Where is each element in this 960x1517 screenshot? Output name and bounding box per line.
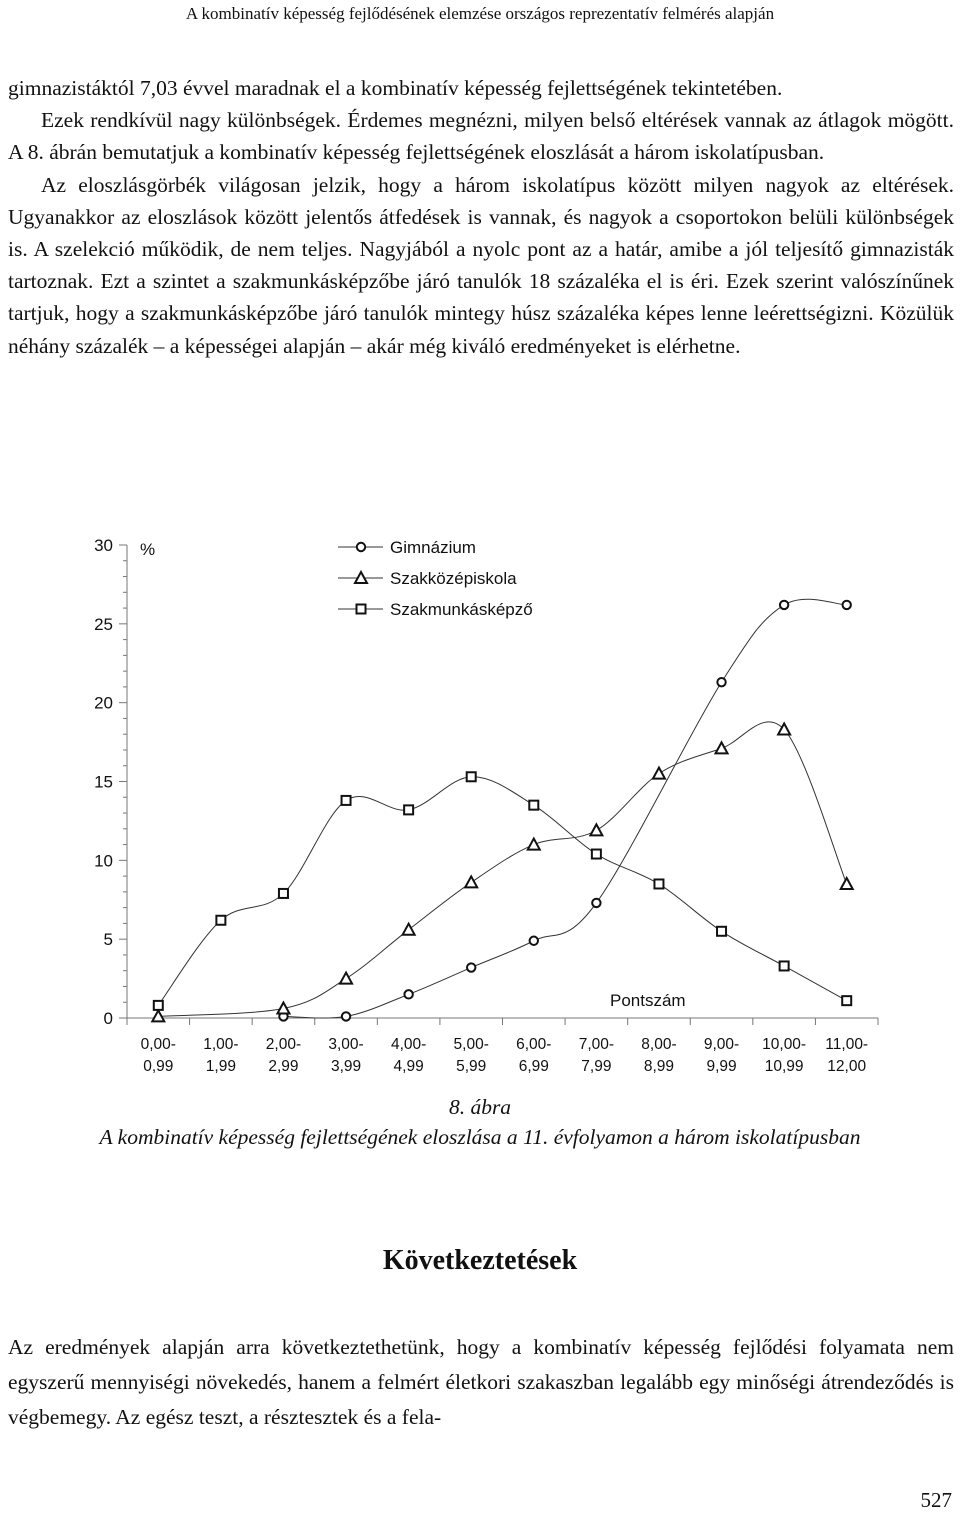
y-tick-label: 25 [94,614,113,634]
data-point [467,963,475,971]
data-point [717,678,725,686]
chart-markers [152,601,852,1022]
data-point [654,879,663,888]
data-point [465,876,477,887]
data-point [780,961,789,970]
paragraph-2: Ezek rendkívül nagy különbségek. Érdemes megnézni, milyen belső eltérések vannak az átlagok mögött. A 8. ábrán bemutatjuk a kombinatív képesség fejlettségének eloszlását a három iskolatípusban. [8,108,954,165]
section-heading: Következtetések [382,1245,578,1276]
x-tick-label: 2,99 [268,1058,299,1075]
series-line [158,777,846,1006]
x-tick-label: 9,99 [706,1058,737,1075]
page-number: 527 [920,1488,952,1512]
data-point [841,878,853,889]
x-tick-label: 3,99 [330,1058,362,1075]
data-point [653,768,665,779]
legend-marker [357,543,365,551]
data-point [590,824,602,835]
running-head: A kombinatív képesség fejlődésének elemzése országos reprezentatív felmérés alapján [185,4,775,23]
x-tick-label: 12,00 [827,1058,867,1075]
data-point [530,937,538,945]
y-tick-label: 10 [94,851,113,871]
x-tick-label: 1,00- [203,1036,239,1053]
data-point [529,801,538,810]
chart-curves [158,599,846,1018]
x-tick-label: 10,00- [762,1036,807,1053]
x-tick-label: 0,00- [140,1036,176,1053]
data-point [342,1012,350,1020]
series-line [283,599,846,1018]
figure-caption: A kombinatív képesség fejlettségének eloszlása a 11. évfolyamon a három iskolatípusban [99,1125,861,1149]
x-tick-label: 8,00- [641,1036,677,1053]
x-tick-label: 2,00- [265,1036,302,1053]
y-tick-label: 5 [103,930,113,950]
legend-label: Gimnázium [390,538,476,557]
chart-legend [338,538,533,619]
data-point [842,996,851,1005]
y-tick-label: 0 [103,1009,113,1028]
data-point [528,839,540,850]
y-tick-label: 20 [94,693,113,713]
data-point [154,1001,163,1010]
y-tick-label: 30 [94,536,113,555]
x-tick-label: 7,00- [578,1036,615,1053]
data-point [843,601,851,609]
conclusion-paragraph: Az eredmények alapján arra következtethetünk, hogy a kombinatív képesség fejlődési folyamata nem egyszerű mennyiségi növekedés, hanem a felmért életkori szakaszban legalább egy minőségi átrendeződés is végbemegy. Az egész teszt, a résztesztek és a fela- [8,1335,954,1429]
figure-number: 8. ábra [448,1095,512,1119]
data-point [467,772,476,781]
x-tick-label: 1,99 [205,1058,236,1075]
x-tick-label: 0,99 [143,1058,174,1075]
x-tick-label: 10,99 [764,1058,804,1075]
data-point [592,850,601,859]
legend-label: Szakmunkásképző [390,600,533,619]
data-point [279,889,288,898]
x-tick-label: 5,99 [456,1058,487,1075]
x-tick-label: 11,00- [825,1036,869,1053]
distribution-chart [0,525,960,1095]
x-tick-label: 5,00- [453,1036,489,1053]
x-tick-label: 4,00- [390,1036,427,1053]
data-point [216,916,225,925]
data-point [404,805,413,814]
series-line [158,722,846,1017]
data-point [403,924,415,935]
x-tick-label: 9,00- [703,1036,740,1053]
paragraph-1: gimnazistáktól 7,03 évvel maradnak el a kombinatív képesség fejlettségének tekintetében. [8,76,783,100]
legend-marker [357,605,366,614]
x-axis-label: Pontszám [610,991,686,1010]
x-tick-label: 3,00- [328,1036,364,1053]
x-tick-label: 7,99 [581,1058,612,1075]
body-text [8,72,954,362]
x-tick-label: 6,00- [516,1036,552,1053]
y-tick-label: 15 [94,772,113,792]
data-point [342,796,351,805]
data-point [592,899,600,907]
x-tick-label: 8,99 [643,1058,675,1075]
x-tick-label: 6,99 [518,1058,549,1075]
data-point [717,927,726,936]
x-tick-label: 4,99 [393,1058,424,1075]
data-point [404,990,412,998]
data-point [780,601,788,609]
legend-label: Szakközépiskola [390,569,517,588]
paragraph-3: Az eloszlásgörbék világosan jelzik, hogy a három iskolatípus között milyen nagyok az eltérések. Ugyanakkor az eloszlások között jelentős átfedések is vannak, és nagyok a csoportokon belüli különbségek is. A szelekció működik, de nem teljes. Nagyjából a nyolc pont az a határ, amibe a jól teljesítő gimnazisták tartoznak. Ezt a szintet a szakmunkásképzőbe járó tanulók 18 százaléka el is éri. Ezek szerint valószínűnek tartjuk, hogy a szakmunkásképzőbe járó tanulók mintegy húsz százaléka képes lenne leérettségizni. Közülük néhány százalék – a képességei alapján – akár még kiváló eredményeket is elérhetne. [8,172,954,358]
y-unit-label: % [140,540,156,559]
data-point [716,742,728,753]
data-point [340,973,352,984]
